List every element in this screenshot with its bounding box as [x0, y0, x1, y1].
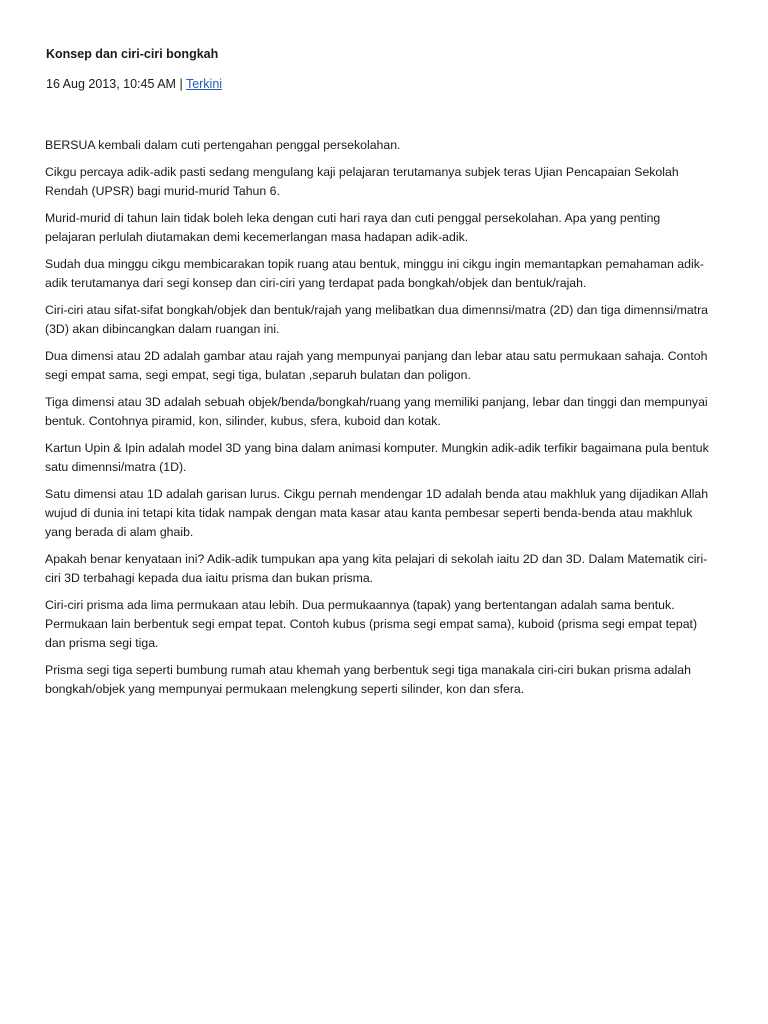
paragraph-8: Kartun Upin & Ipin adalah model 3D yang bina dalam animasi komputer. Mungkin adik-adik terfikir bagaimana pula bentuk satu dimennsi/matra (1D). [45, 441, 709, 474]
article-title: Konsep dan ciri-ciri bongkah [46, 47, 219, 61]
article-date: 16 Aug 2013, 10:45 AM [46, 77, 176, 91]
paragraph-5: Ciri-ciri atau sifat-sifat bongkah/objek dan bentuk/rajah yang melibatkan dua dimennsi/matra (2D) dan tiga dimennsi/matra (3D) akan dibincangkan dalam ruangan ini. [45, 303, 709, 336]
paragraph-6: Dua dimensi atau 2D adalah gambar atau rajah yang mempunyai panjang dan lebar atau satu permukaan sahaja. Contoh segi empat sama, segi empat, segi tiga, bulatan ,separuh bulatan dan poligon. [45, 349, 708, 382]
paragraph-11: Ciri-ciri prisma ada lima permukaan atau lebih. Dua permukaannya (tapak) yang bertentangan adalah sama bentuk. Permukaan lain berbentuk segi empat tepat. Contoh kubus (prisma segi empat sama), kuboid (prisma segi empat tepat) dan prisma segi tiga. [45, 598, 698, 650]
category-link[interactable]: Terkini [185, 77, 223, 91]
article-body [45, 136, 728, 699]
paragraph-4: Sudah dua minggu cikgu membicarakan topik ruang atau bentuk, minggu ini cikgu ingin memantapkan pemahaman adik-adik terutamanya dari segi konsep dan ciri-ciri yang terdapat pada bongkah/objek dan bentuk/rajah. [45, 257, 704, 290]
paragraph-1: BERSUA kembali dalam cuti pertengahan penggal persekolahan. [45, 138, 401, 152]
paragraph-10: Apakah benar kenyataan ini? Adik-adik tumpukan apa yang kita pelajari di sekolah iaitu 2D dan 3D. Dalam Matematik ciri-ciri 3D terbahagi kepada dua iaitu prisma dan bukan prisma. [45, 552, 708, 585]
article-meta [46, 76, 728, 92]
paragraph-7: Tiga dimensi atau 3D adalah sebuah objek/benda/bongkah/ruang yang memiliki panjang, lebar dan tinggi dan mempunyai bentuk. Contohnya piramid, kon, silinder, kubus, sfera, kuboid dan kotak. [45, 395, 708, 428]
paragraph-9: Satu dimensi atau 1D adalah garisan lurus. Cikgu pernah mendengar 1D adalah benda atau makhluk yang dijadikan Allah wujud di dunia ini tetapi kita tidak nampak dengan mata kasar atau kanta pembesar seperti benda-benda atau makhluk yang berada di alam ghaib. [45, 487, 709, 539]
meta-separator: | [175, 77, 186, 91]
paragraph-2: Cikgu percaya adik-adik pasti sedang mengulang kaji pelajaran terutamanya subjek teras Ujian Pencapaian Sekolah Rendah (UPSR) bagi murid-murid Tahun 6. [45, 165, 679, 198]
paragraph-3: Murid-murid di tahun lain tidak boleh leka dengan cuti hari raya dan cuti penggal persekolahan. Apa yang penting pelajaran perlulah diutamakan demi kecemerlangan masa hadapan adik-adik. [45, 211, 661, 244]
paragraph-12: Prisma segi tiga seperti bumbung rumah atau khemah yang berbentuk segi tiga manakala ciri-ciri bukan prisma adalah bongkah/objek yang mempunyai permukaan melengkung seperti silinder, kon dan sfera. [45, 663, 691, 696]
